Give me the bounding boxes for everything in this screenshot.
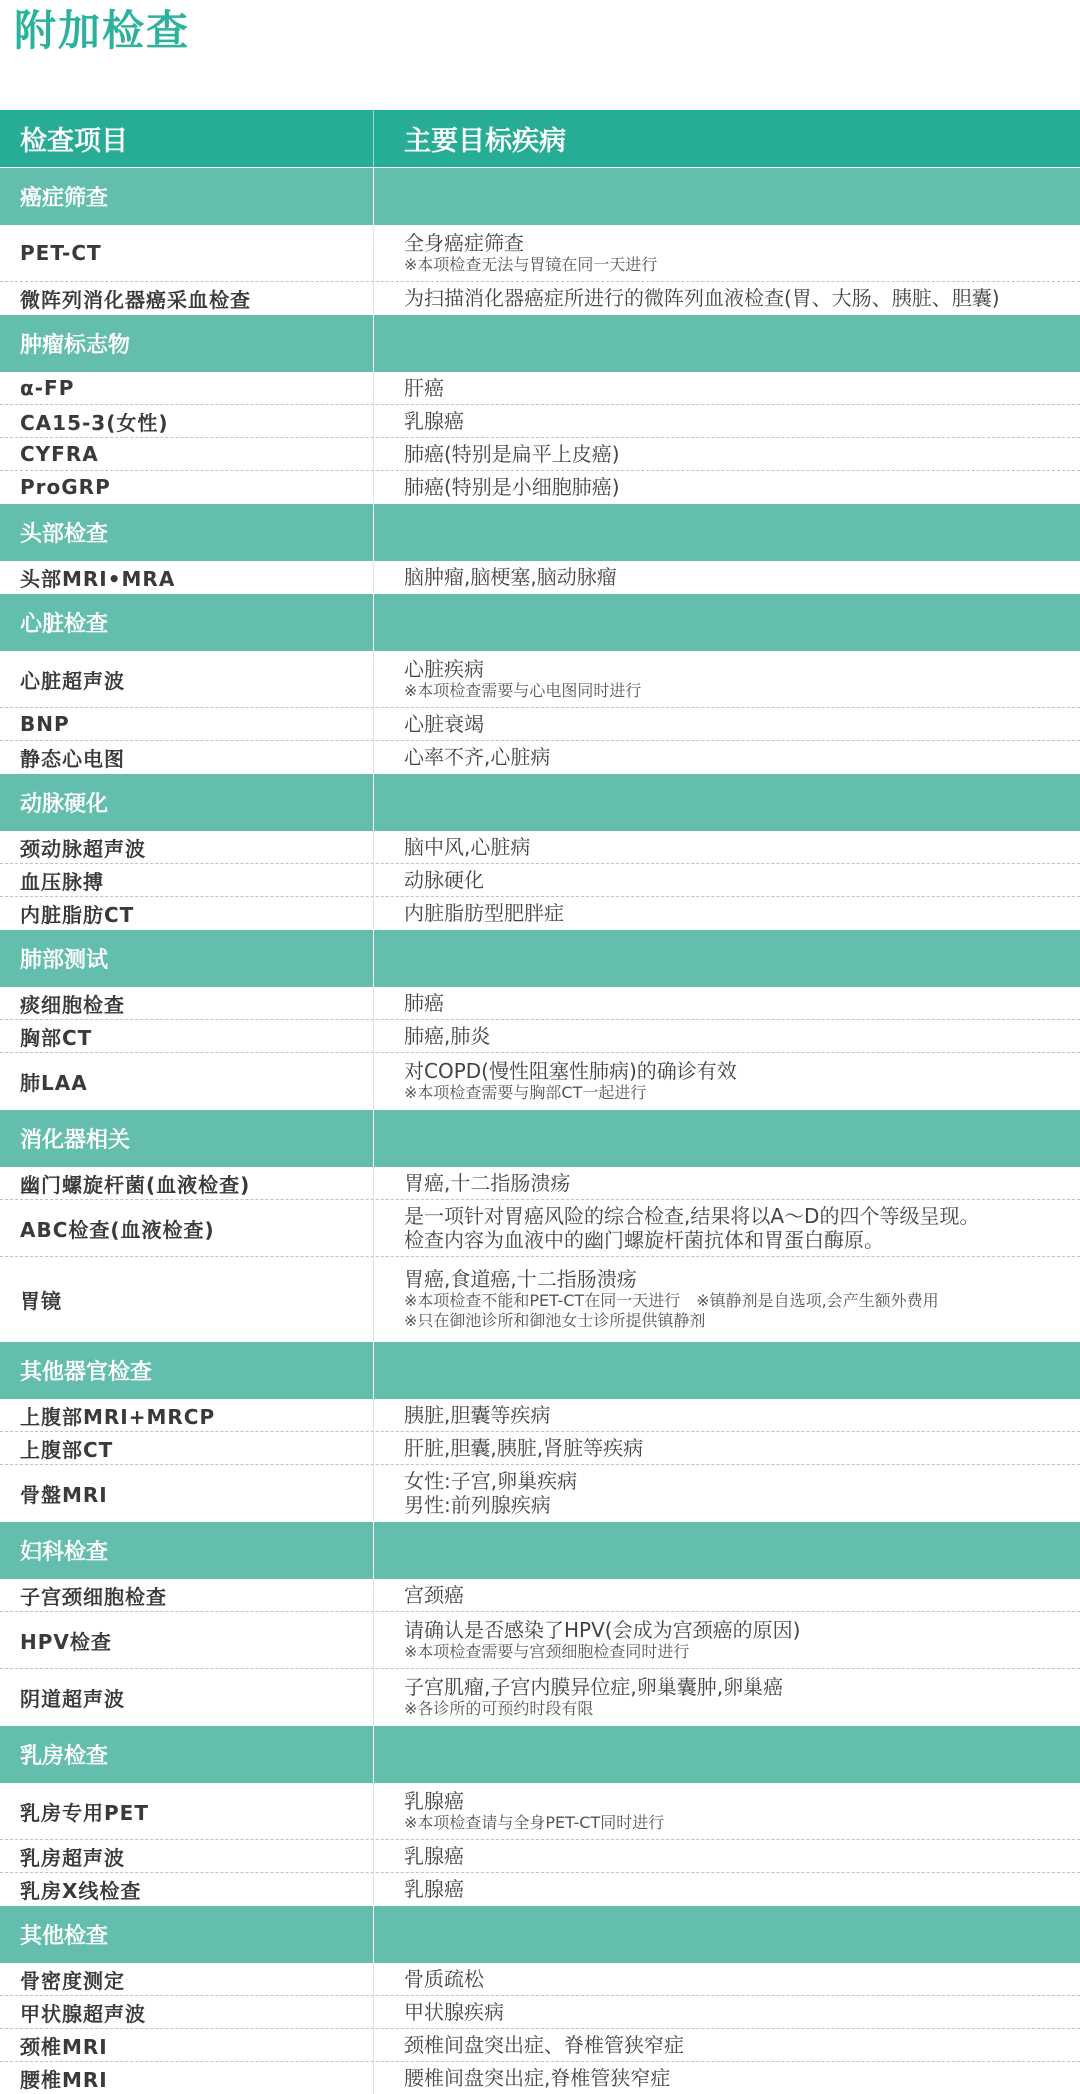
category-label: 心脏检查	[0, 594, 374, 651]
target-diseases	[374, 987, 1080, 1019]
table-row	[0, 1579, 1080, 1611]
category-label: 妇科检查	[0, 1522, 374, 1579]
target-diseases	[374, 438, 1080, 470]
category-row	[0, 1725, 1080, 1783]
disease-text: 心脏疾病	[404, 657, 484, 681]
disease-text: 肺癌(特别是扁平上皮癌)	[404, 442, 620, 466]
category-label: 肿瘤标志物	[0, 315, 374, 372]
target-diseases	[374, 1783, 1080, 1839]
exam-item: 腰椎MRI	[0, 2062, 374, 2094]
table-row	[0, 1783, 1080, 1839]
exam-item: 幽门螺旋杆菌(血液检查)	[0, 1167, 374, 1199]
disease-text: 脑中风,心脏病	[404, 835, 531, 859]
disease-text: 颈椎间盘突出症、脊椎管狭窄症	[404, 2033, 684, 2057]
note-text: ※本项检查需要与胸部CT一起进行	[404, 1083, 647, 1102]
table-row	[0, 740, 1080, 773]
category-row	[0, 503, 1080, 561]
table-row	[0, 281, 1080, 314]
category-label: 头部检查	[0, 504, 374, 561]
target-diseases	[374, 372, 1080, 404]
disease-text: 肝癌	[404, 376, 444, 400]
target-diseases	[374, 1200, 1080, 1256]
table-row	[0, 1963, 1080, 1995]
table-row	[0, 651, 1080, 707]
category-filler	[374, 315, 1080, 372]
disease-text: 请确认是否感染了HPV(会成为宫颈癌的原因)	[404, 1618, 801, 1642]
target-diseases	[374, 1612, 1080, 1668]
target-diseases	[374, 1840, 1080, 1872]
table-row	[0, 561, 1080, 593]
exam-item: 微阵列消化器癌采血检查	[0, 282, 374, 314]
exam-item: 胃镜	[0, 1257, 374, 1341]
disease-text: 为扫描消化器癌症所进行的微阵列血液检查(胃、大肠、胰脏、胆囊)	[404, 286, 1000, 310]
target-diseases	[374, 1053, 1080, 1109]
disease-text: 全身癌症筛查	[404, 231, 524, 255]
note-text: ※本项检查无法与胃镜在同一天进行	[404, 255, 658, 274]
table-row	[0, 372, 1080, 404]
disease-text: 肺癌,肺炎	[404, 1024, 491, 1048]
table-row	[0, 1199, 1080, 1256]
category-filler	[374, 1522, 1080, 1579]
disease-text: 心率不齐,心脏病	[404, 745, 551, 769]
exam-item: 肺LAA	[0, 1053, 374, 1109]
table-row	[0, 1995, 1080, 2028]
target-diseases	[374, 1399, 1080, 1431]
table-row	[0, 863, 1080, 896]
table-row	[0, 437, 1080, 470]
exam-item: 乳房超声波	[0, 1840, 374, 1872]
category-row	[0, 314, 1080, 372]
target-diseases	[374, 1996, 1080, 2028]
target-diseases	[374, 741, 1080, 773]
disease-text: 对COPD(慢性阻塞性肺病)的确诊有效	[404, 1059, 737, 1083]
target-diseases	[374, 225, 1080, 281]
exam-item: 静态心电图	[0, 741, 374, 773]
disease-text: 是一项针对胃癌风险的综合检查,结果将以A～D的四个等级呈现。	[404, 1204, 980, 1228]
table-row	[0, 404, 1080, 437]
disease-text: 胃癌,十二指肠溃疡	[404, 1171, 571, 1195]
category-row	[0, 773, 1080, 831]
target-diseases	[374, 1963, 1080, 1995]
target-diseases	[374, 1167, 1080, 1199]
exam-item: 颈椎MRI	[0, 2029, 374, 2061]
category-filler	[374, 594, 1080, 651]
table-row	[0, 1464, 1080, 1521]
exam-item: BNP	[0, 708, 374, 740]
disease-text: 宫颈癌	[404, 1583, 464, 1607]
exam-item: CA15-3(女性)	[0, 405, 374, 437]
table-row	[0, 2061, 1080, 2094]
target-diseases	[374, 831, 1080, 863]
disease-text: 脑肿瘤,脑梗塞,脑动脉瘤	[404, 565, 617, 589]
exam-item: 上腹部MRI+MRCP	[0, 1399, 374, 1431]
category-filler	[374, 1110, 1080, 1167]
table-row	[0, 1839, 1080, 1872]
table-row	[0, 1431, 1080, 1464]
category-row	[0, 929, 1080, 987]
target-diseases	[374, 405, 1080, 437]
note-text: ※只在御池诊所和御池女士诊所提供镇静剂	[404, 1311, 706, 1330]
category-label: 乳房检查	[0, 1726, 374, 1783]
exam-item: PET-CT	[0, 225, 374, 281]
exam-item: 骨盤MRI	[0, 1465, 374, 1521]
exam-item: 胸部CT	[0, 1020, 374, 1052]
category-filler	[374, 930, 1080, 987]
category-row	[0, 167, 1080, 225]
exam-item: 内脏脂肪CT	[0, 897, 374, 929]
category-row	[0, 1905, 1080, 1963]
table-row	[0, 1872, 1080, 1905]
exam-item: 乳房专用PET	[0, 1783, 374, 1839]
table-row	[0, 225, 1080, 281]
note-text: ※各诊所的可预约时段有限	[404, 1699, 594, 1718]
target-diseases	[374, 708, 1080, 740]
target-diseases	[374, 1020, 1080, 1052]
category-filler	[374, 504, 1080, 561]
category-label: 其他器官检查	[0, 1342, 374, 1399]
table-row	[0, 1256, 1080, 1341]
category-row	[0, 1341, 1080, 1399]
table-row	[0, 707, 1080, 740]
table-row	[0, 2028, 1080, 2061]
category-row	[0, 1521, 1080, 1579]
target-diseases	[374, 1873, 1080, 1905]
target-diseases	[374, 2029, 1080, 2061]
disease-text: 子宫肌瘤,子宫内膜异位症,卵巢囊肿,卵巢癌	[404, 1675, 784, 1699]
disease-text: 甲状腺疾病	[404, 2000, 504, 2024]
exam-item: ProGRP	[0, 471, 374, 503]
exam-table	[0, 110, 1080, 2094]
category-filler	[374, 1342, 1080, 1399]
exam-item: 头部MRI•MRA	[0, 561, 374, 593]
disease-text: 乳腺癌	[404, 1844, 464, 1868]
disease-text: 乳腺癌	[404, 409, 464, 433]
disease-text: 女性:子宫,卵巢疾病	[404, 1469, 578, 1493]
table-row	[0, 1611, 1080, 1668]
disease-text: 检查内容为血液中的幽门螺旋杆菌抗体和胃蛋白酶原。	[404, 1228, 884, 1252]
disease-text: 乳腺癌	[404, 1789, 464, 1813]
table-header	[0, 110, 1080, 167]
target-diseases	[374, 282, 1080, 314]
disease-text: 心脏衰竭	[404, 712, 484, 736]
disease-text: 腰椎间盘突出症,脊椎管狭窄症	[404, 2066, 671, 2090]
category-label: 肺部测试	[0, 930, 374, 987]
disease-text: 内脏脂肪型肥胖症	[404, 901, 564, 925]
category-filler	[374, 1906, 1080, 1963]
table-row	[0, 1167, 1080, 1199]
table-row	[0, 1052, 1080, 1109]
exam-item: 痰细胞检查	[0, 987, 374, 1019]
category-filler	[374, 1726, 1080, 1783]
disease-text: 男性:前列腺疾病	[404, 1493, 551, 1517]
table-row	[0, 987, 1080, 1019]
disease-text: 骨质疏松	[404, 1967, 484, 1991]
disease-text: 肝脏,胆囊,胰脏,肾脏等疾病	[404, 1436, 644, 1460]
category-label: 消化器相关	[0, 1110, 374, 1167]
exam-item: CYFRA	[0, 438, 374, 470]
target-diseases	[374, 864, 1080, 896]
target-diseases	[374, 1465, 1080, 1521]
table-row	[0, 1019, 1080, 1052]
table-row	[0, 1399, 1080, 1431]
header-disease-column: 主要目标疾病	[404, 126, 566, 157]
target-diseases	[374, 2062, 1080, 2094]
category-filler	[374, 774, 1080, 831]
category-label: 癌症筛查	[0, 168, 374, 225]
exam-item: 血压脉搏	[0, 864, 374, 896]
note-text: ※本项检查需要与心电图同时进行	[404, 681, 642, 700]
category-label: 其他检查	[0, 1906, 374, 1963]
category-row	[0, 1109, 1080, 1167]
exam-item: ABC检查(血液检查)	[0, 1200, 374, 1256]
exam-item: 乳房X线检查	[0, 1873, 374, 1905]
table-body	[0, 167, 1080, 2094]
category-row	[0, 593, 1080, 651]
table-row	[0, 896, 1080, 929]
exam-item: 心脏超声波	[0, 651, 374, 707]
note-text: ※本项检查请与全身PET-CT同时进行	[404, 1813, 665, 1832]
target-diseases	[374, 1432, 1080, 1464]
target-diseases	[374, 897, 1080, 929]
category-label: 动脉硬化	[0, 774, 374, 831]
disease-text: 乳腺癌	[404, 1877, 464, 1901]
target-diseases	[374, 1669, 1080, 1725]
target-diseases	[374, 651, 1080, 707]
exam-item: α-FP	[0, 372, 374, 404]
exam-item: HPV检查	[0, 1612, 374, 1668]
target-diseases	[374, 1257, 1080, 1341]
exam-item: 甲状腺超声波	[0, 1996, 374, 2028]
target-diseases	[374, 471, 1080, 503]
header-item-column: 检查项目	[0, 110, 374, 167]
disease-text: 动脉硬化	[404, 868, 484, 892]
page-title: 附加检查	[14, 6, 191, 55]
disease-text: 肺癌(特别是小细胞肺癌)	[404, 475, 620, 499]
note-text: ※本项检查不能和PET-CT在同一天进行 ※镇静剂是自选项,会产生额外费用	[404, 1291, 939, 1310]
category-filler	[374, 168, 1080, 225]
table-row	[0, 1668, 1080, 1725]
exam-item: 上腹部CT	[0, 1432, 374, 1464]
disease-text: 胃癌,食道癌,十二指肠溃疡	[404, 1267, 637, 1291]
exam-item: 子宫颈细胞检查	[0, 1579, 374, 1611]
exam-item: 阴道超声波	[0, 1669, 374, 1725]
target-diseases	[374, 561, 1080, 593]
target-diseases	[374, 1579, 1080, 1611]
note-text: ※本项检查需要与宫颈细胞检查同时进行	[404, 1642, 690, 1661]
exam-item: 骨密度测定	[0, 1963, 374, 1995]
table-row	[0, 831, 1080, 863]
disease-text: 胰脏,胆囊等疾病	[404, 1403, 551, 1427]
exam-item: 颈动脉超声波	[0, 831, 374, 863]
table-row	[0, 470, 1080, 503]
disease-text: 肺癌	[404, 991, 444, 1015]
